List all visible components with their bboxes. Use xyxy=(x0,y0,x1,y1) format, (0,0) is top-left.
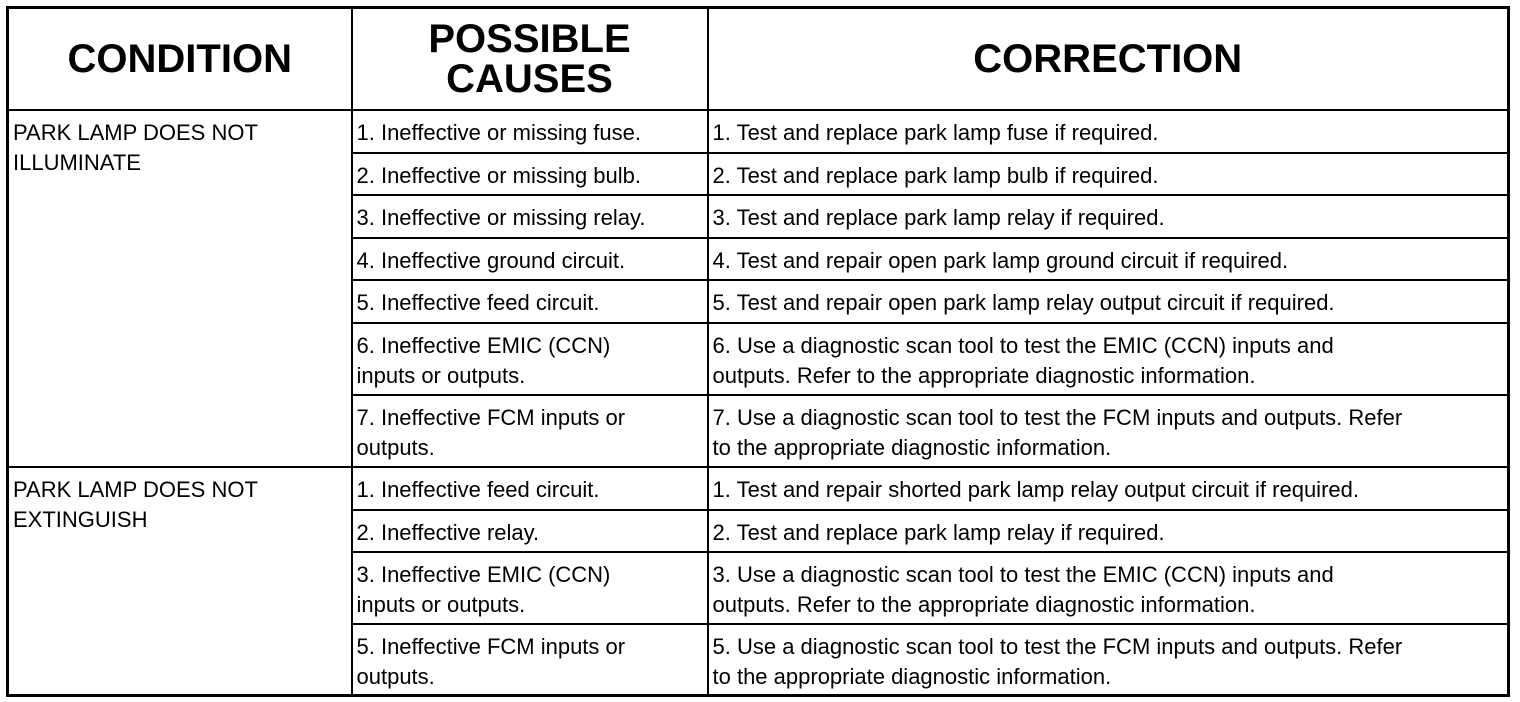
cause-cell: 1. Ineffective or missing fuse. xyxy=(352,110,708,153)
correction-cell: 7. Use a diagnostic scan tool to test the FCM inputs and outputs. Refer to the appropriate diagnostic information. xyxy=(708,395,1509,467)
correction-cell: 1. Test and replace park lamp fuse if required. xyxy=(708,110,1509,153)
cause-cell: 2. Ineffective relay. xyxy=(352,510,708,552)
correction-cell: 3. Test and replace park lamp relay if required. xyxy=(708,195,1509,238)
cause-cell: 3. Ineffective or missing relay. xyxy=(352,195,708,238)
correction-cell: 3. Use a diagnostic scan tool to test the EMIC (CCN) inputs and outputs. Refer to the appropriate diagnostic information. xyxy=(708,552,1509,624)
correction-cell: 2. Test and replace park lamp relay if required. xyxy=(708,510,1509,552)
possible-causes-header: POSSIBLE CAUSES xyxy=(352,8,708,111)
table-header-row xyxy=(8,8,1509,111)
correction-cell: 5. Test and repair open park lamp relay output circuit if required. xyxy=(708,280,1509,323)
correction-header: CORRECTION xyxy=(708,8,1509,111)
cause-cell: 2. Ineffective or missing bulb. xyxy=(352,153,708,195)
cause-cell: 1. Ineffective feed circuit. xyxy=(352,467,708,510)
cause-cell: 5. Ineffective FCM inputs or outputs. xyxy=(352,624,708,695)
table-row xyxy=(8,467,1509,510)
diagnosis-table xyxy=(6,6,1510,697)
cause-cell: 6. Ineffective EMIC (CCN) inputs or outputs. xyxy=(352,323,708,395)
cause-cell: 5. Ineffective feed circuit. xyxy=(352,280,708,323)
cause-cell: 7. Ineffective FCM inputs or outputs. xyxy=(352,395,708,467)
cause-cell: 3. Ineffective EMIC (CCN) inputs or outputs. xyxy=(352,552,708,624)
correction-cell: 5. Use a diagnostic scan tool to test the FCM inputs and outputs. Refer to the appropriate diagnostic information. xyxy=(708,624,1509,695)
condition-cell: PARK LAMP DOES NOT ILLUMINATE xyxy=(8,110,352,467)
correction-cell: 1. Test and repair shorted park lamp relay output circuit if required. xyxy=(708,467,1509,510)
correction-cell: 2. Test and replace park lamp bulb if required. xyxy=(708,153,1509,195)
condition-cell: PARK LAMP DOES NOT EXTINGUISH xyxy=(8,467,352,695)
table-row xyxy=(8,110,1509,153)
correction-cell: 4. Test and repair open park lamp ground circuit if required. xyxy=(708,238,1509,280)
cause-cell: 4. Ineffective ground circuit. xyxy=(352,238,708,280)
condition-header: CONDITION xyxy=(8,8,352,111)
correction-cell: 6. Use a diagnostic scan tool to test the EMIC (CCN) inputs and outputs. Refer to the appropriate diagnostic information. xyxy=(708,323,1509,395)
